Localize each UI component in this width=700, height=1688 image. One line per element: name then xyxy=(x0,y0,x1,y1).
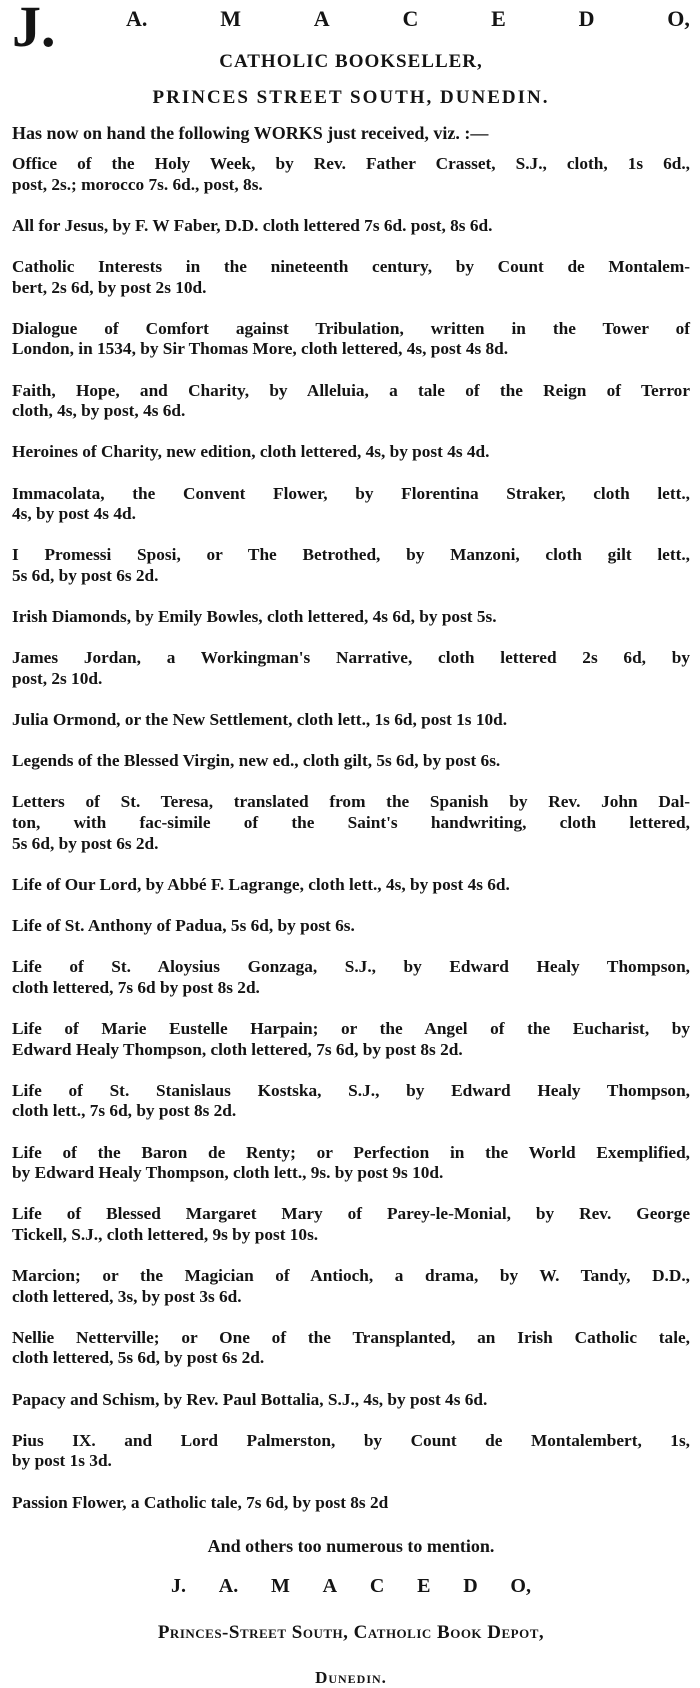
header-address: PRINCES STREET SOUTH, DUNEDIN. xyxy=(152,87,550,108)
book-entry-line: Papacy and Schism, by Rev. Paul Bottalia, S.J., 4s, by post 4s 6d. xyxy=(12,1389,488,1409)
header-name-letter: E xyxy=(491,6,506,31)
book-entry-line: Life of St. Aloysius Gonzaga, S.J., by Edward Healy Thompson, xyxy=(12,957,690,977)
signature-name-letter: M xyxy=(270,1574,290,1597)
book-entry xyxy=(12,607,690,648)
book-entry-line: I Promessi Sposi, or The Betrothed, by Manzoni, cloth gilt lett., xyxy=(12,545,690,565)
book-entry-line: Passion Flower, a Catholic tale, 7s 6d, by post 8s 2d xyxy=(12,1492,389,1512)
book-entry-line: ton, with fac-simile of the Saint's handwriting, cloth lettered, xyxy=(12,813,690,832)
book-list xyxy=(12,154,690,1534)
drop-initial: J. xyxy=(12,0,56,59)
book-entry xyxy=(12,257,690,319)
header xyxy=(12,0,690,59)
header-name-letter: M xyxy=(220,6,241,31)
book-entry xyxy=(12,916,690,957)
book-entry xyxy=(12,1266,690,1328)
book-entry-line: 4s, by post 4s 4d. xyxy=(12,504,136,524)
book-entry xyxy=(12,1328,690,1390)
book-entry-line: James Jordan, a Workingman's Narrative, cloth lettered 2s 6d, by xyxy=(12,648,690,668)
book-entry xyxy=(12,319,690,381)
header-name xyxy=(126,6,690,32)
signature-name-letter: E xyxy=(417,1574,431,1597)
intro-text: Has now on hand the following WORKS just received, viz. :— xyxy=(12,123,489,143)
book-entry-line: Legends of the Blessed Virgin, new ed., cloth gilt, 5s 6d, by post 6s. xyxy=(12,751,501,771)
book-entry-line: Dialogue of Comfort against Tribulation, written in the Tower of xyxy=(12,318,690,338)
book-entry xyxy=(12,751,690,792)
book-entry-line: Immacolata, the Convent Flower, by Florentina Straker, cloth lett., xyxy=(12,483,690,503)
signature-name xyxy=(171,1575,531,1598)
book-entry xyxy=(12,216,690,257)
book-entry-line: cloth lettered, 3s, by post 3s 6d. xyxy=(12,1286,242,1306)
book-entry-line: Edward Healy Thompson, cloth lettered, 7s 6d, by post 8s 2d. xyxy=(12,1039,463,1059)
closing-text: And others too numerous to mention. xyxy=(207,1535,495,1556)
book-entry-line: bert, 2s 6d, by post 2s 10d. xyxy=(12,277,207,297)
book-entry-line: cloth lett., 7s 6d, by post 8s 2d. xyxy=(12,1101,237,1121)
book-entry-line: Julia Ormond, or the New Settlement, cloth lett., 1s 6d, post 1s 10d. xyxy=(12,710,508,730)
book-entry-line: cloth lettered, 7s 6d by post 8s 2d. xyxy=(12,977,260,997)
book-entry xyxy=(12,1390,690,1431)
book-entry-line: Life of St. Anthony of Padua, 5s 6d, by post 6s. xyxy=(12,915,355,935)
signature-name-letter: J. xyxy=(171,1574,186,1597)
signature-name-letter: O, xyxy=(510,1574,531,1597)
book-entry-line: London, in 1534, by Sir Thomas More, cloth lettered, 4s, post 4s 8d. xyxy=(12,339,509,359)
book-entry xyxy=(12,1204,690,1266)
header-name-letter: A. xyxy=(126,6,148,31)
book-entry-line: cloth lettered, 5s 6d, by post 6s 2d. xyxy=(12,1348,265,1368)
book-entry-line: Marcion; or the Magician of Antioch, a drama, by W. Tandy, D.D., xyxy=(12,1266,690,1286)
book-entry xyxy=(12,1081,690,1143)
book-entry xyxy=(12,1019,690,1081)
header-name-letter: O, xyxy=(667,6,690,31)
book-entry-line: Heroines of Charity, new edition, cloth lettered, 4s, by post 4s 4d. xyxy=(12,442,490,462)
book-entry-line: by post 1s 3d. xyxy=(12,1451,112,1471)
signature-name-letter: C xyxy=(369,1574,385,1597)
header-name-letter: D xyxy=(578,6,595,31)
book-entry xyxy=(12,792,690,874)
book-entry xyxy=(12,545,690,607)
signature-address: Princes-Street South, Catholic Book Depot, xyxy=(157,1621,545,1643)
signature-city: Dunedin. xyxy=(315,1667,387,1687)
header-occupation: CATHOLIC BOOKSELLER, xyxy=(219,51,483,72)
book-entry-line: 5s 6d, by post 6s 2d. xyxy=(12,833,159,853)
book-entry xyxy=(12,484,690,546)
book-entry xyxy=(12,648,690,710)
book-entry xyxy=(12,1493,690,1534)
book-entry-line: by Edward Healy Thompson, cloth lett., 9s. by post 9s 10d. xyxy=(12,1163,444,1183)
book-entry xyxy=(12,1431,690,1493)
signature-name-letter: A. xyxy=(218,1574,239,1597)
book-entry xyxy=(12,710,690,751)
book-entry-line: Life of Marie Eustelle Harpain; or the Angel of the Eucharist, by xyxy=(12,1018,690,1038)
book-entry-line: Nellie Netterville; or One of the Transplanted, an Irish Catholic tale, xyxy=(12,1327,690,1347)
book-entry-line: Faith, Hope, and Charity, by Alleluia, a tale of the Reign of Terror xyxy=(12,380,690,400)
book-entry-line: Tickell, S.J., cloth lettered, 9s by post 10s. xyxy=(12,1224,319,1244)
book-entry-line: Catholic Interests in the nineteenth century, by Count de Montalem- xyxy=(12,256,690,276)
book-entry-line: cloth, 4s, by post, 4s 6d. xyxy=(12,401,186,421)
header-name-letter: C xyxy=(402,6,419,31)
book-entry-line: Life of Blessed Margaret Mary of Parey-le-Monial, by Rev. George xyxy=(12,1204,690,1224)
signature-name-letter: D xyxy=(463,1574,478,1597)
book-entry-line: post, 2s.; morocco 7s. 6d., post, 8s. xyxy=(12,174,263,194)
signature-name-letter: A xyxy=(322,1574,338,1597)
book-entry xyxy=(12,381,690,443)
book-entry xyxy=(12,442,690,483)
book-entry-line: All for Jesus, by F. W Faber, D.D. cloth lettered 7s 6d. post, 8s 6d. xyxy=(12,215,493,235)
book-entry-line: Life of the Baron de Renty; or Perfection in the World Exemplified, xyxy=(12,1142,690,1162)
book-entry xyxy=(12,875,690,916)
book-entry-line: Pius IX. and Lord Palmerston, by Count de Montalembert, 1s, xyxy=(12,1430,690,1450)
book-entry-line: Office of the Holy Week, by Rev. Father Crasset, S.J., cloth, 1s 6d., xyxy=(12,154,690,173)
book-entry-line: Life of St. Stanislaus Kostska, S.J., by Edward Healy Thompson, xyxy=(12,1080,690,1100)
book-entry xyxy=(12,154,690,216)
book-entry-line: Life of Our Lord, by Abbé F. Lagrange, cloth lett., 4s, by post 4s 6d. xyxy=(12,874,510,894)
header-name-letter: A xyxy=(313,6,330,31)
book-entry xyxy=(12,957,690,1019)
book-entry-line: Irish Diamonds, by Emily Bowles, cloth lettered, 4s 6d, by post 5s. xyxy=(12,607,497,627)
book-entry-line: post, 2s 10d. xyxy=(12,668,103,688)
book-entry-line: Letters of St. Teresa, translated from the Spanish by Rev. John Dal- xyxy=(12,792,690,812)
book-entry xyxy=(12,1143,690,1205)
book-entry-line: 5s 6d, by post 6s 2d. xyxy=(12,565,159,585)
